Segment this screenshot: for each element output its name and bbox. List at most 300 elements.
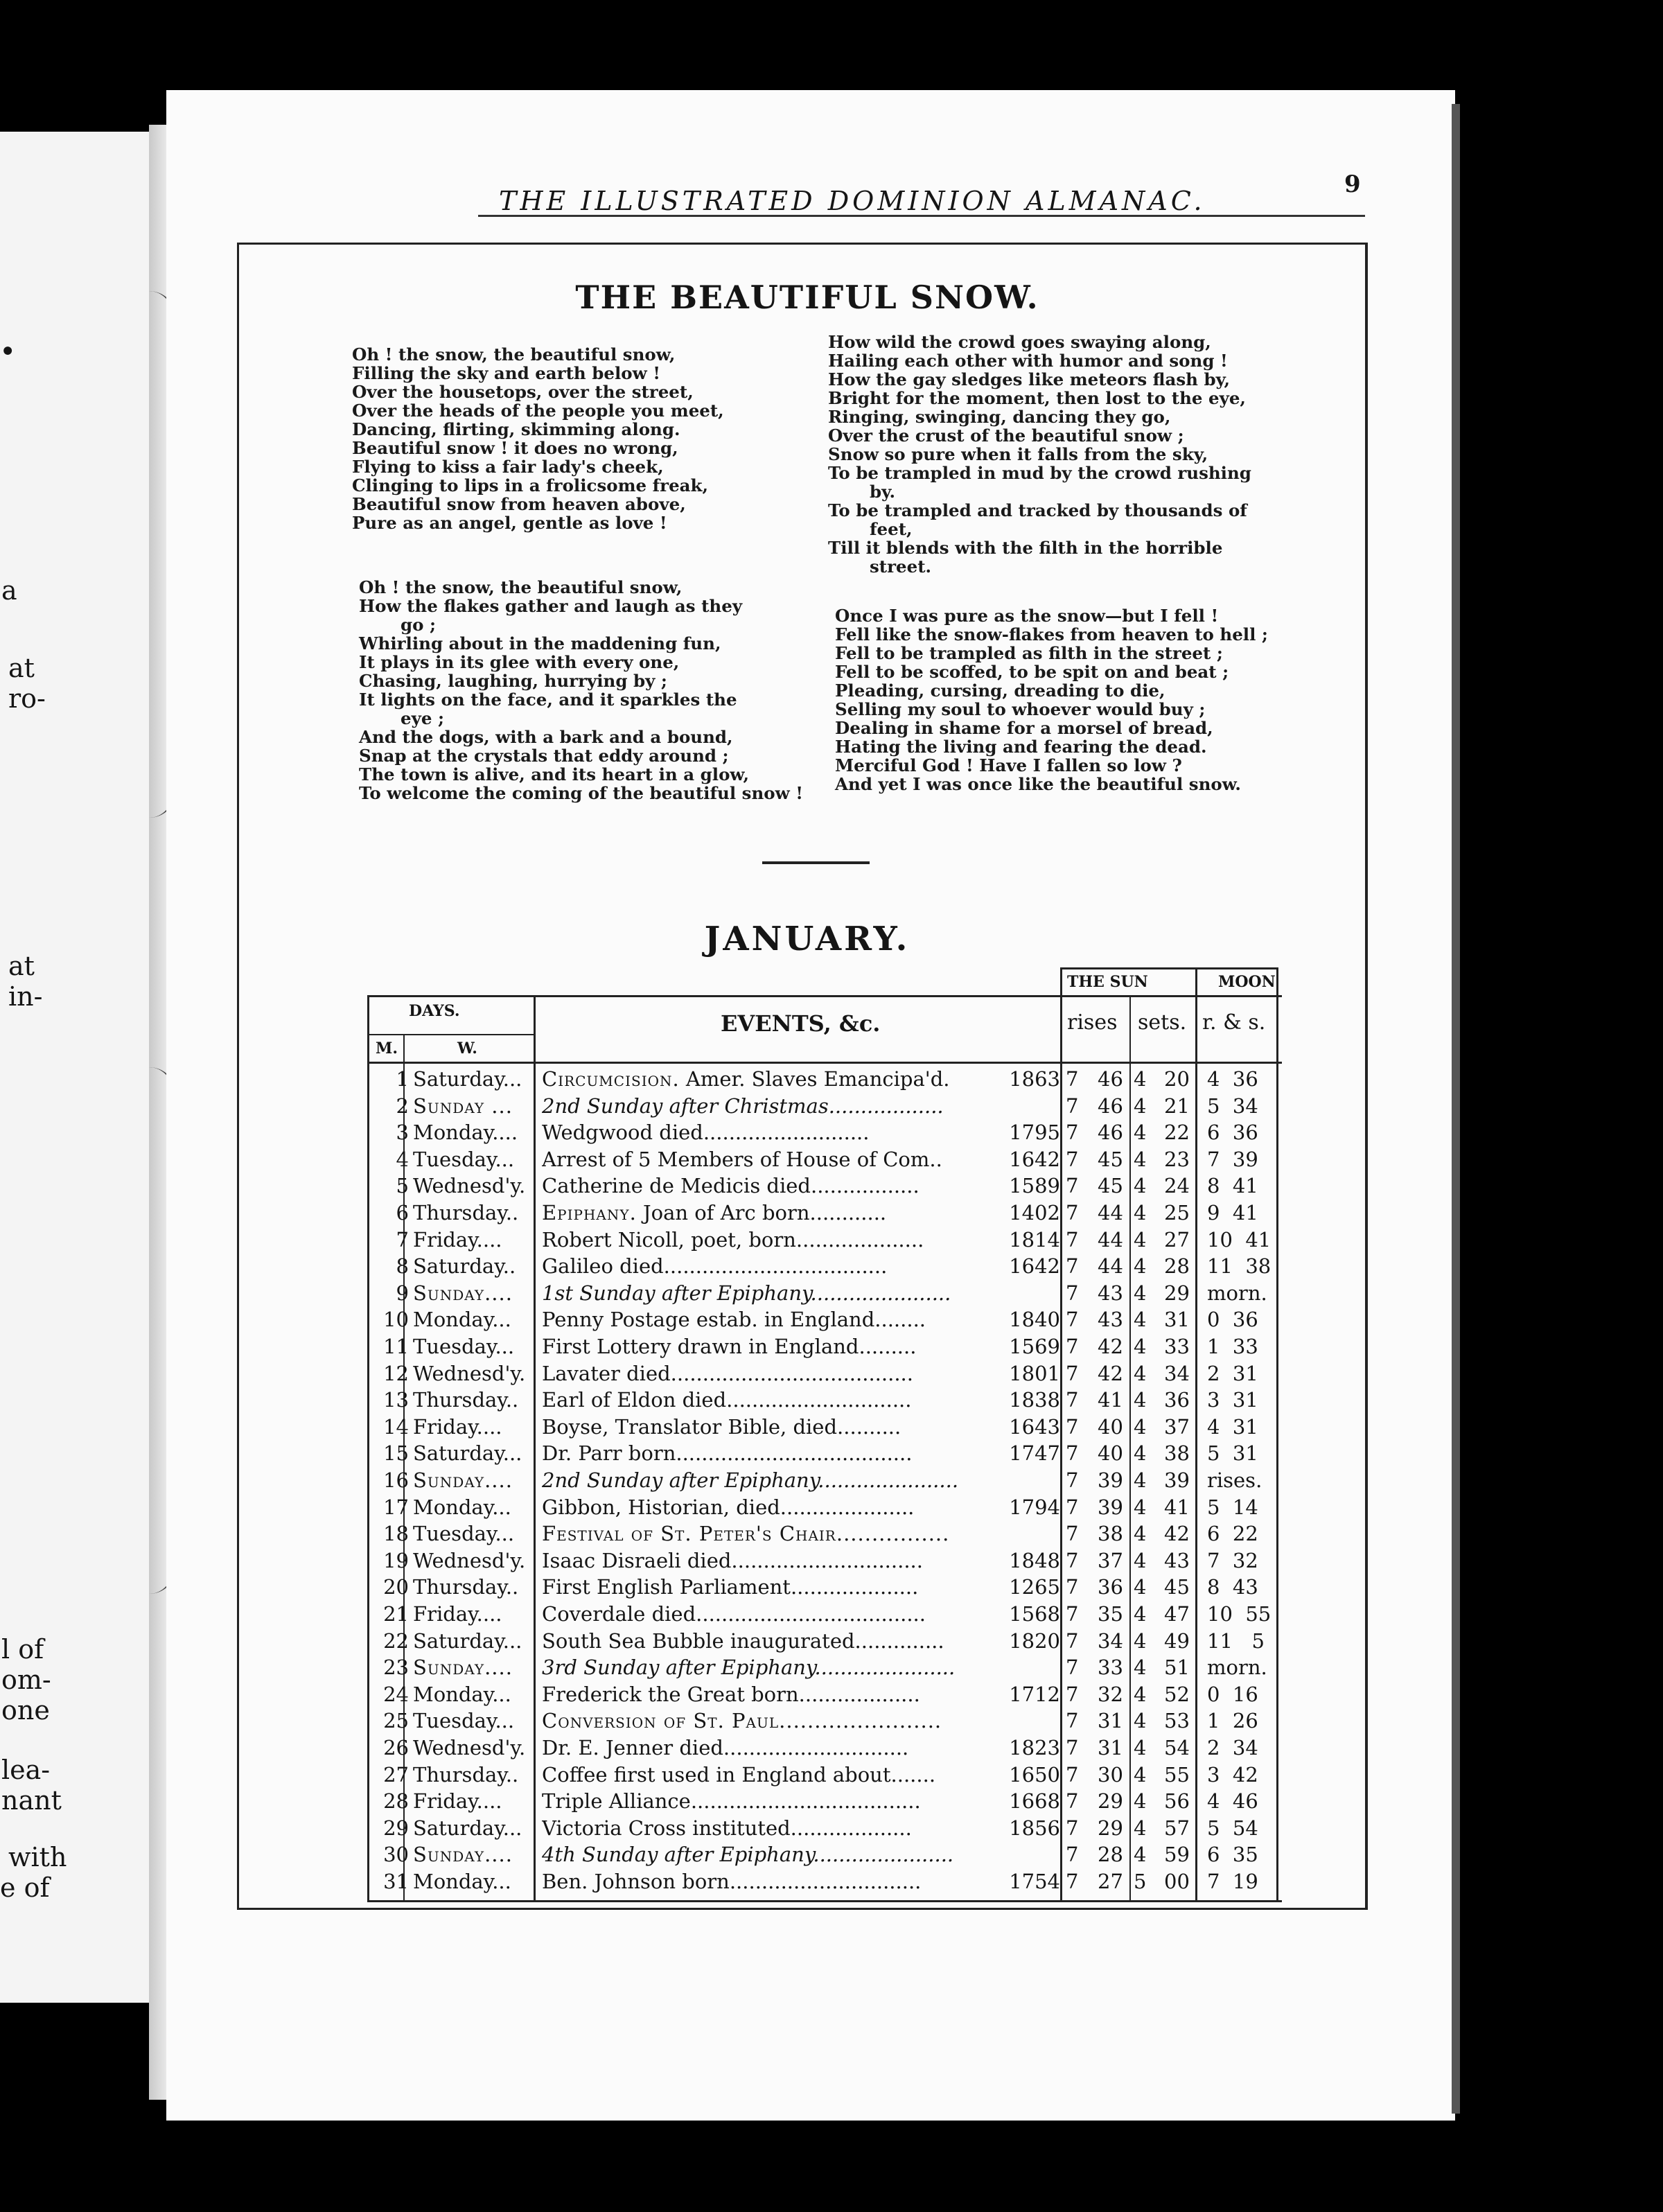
sunset-hour: 4 [1134,1709,1147,1733]
table-row [367,1200,1282,1226]
moon-rise-set: 4 46 [1207,1789,1258,1814]
moon-rise-set: 4 36 [1207,1067,1258,1091]
sunrise-minute: 46 [1098,1094,1123,1118]
table-rule [367,995,1282,997]
event-cell [542,1708,1055,1734]
weekday: Wednesd'y. [413,1736,526,1759]
sunset-hour: 4 [1134,1522,1147,1546]
event-cell [542,1788,1055,1814]
sunset-hour: 4 [1134,1789,1147,1814]
event-year: 1642 [1009,1147,1060,1171]
sunset-minute: 59 [1164,1843,1190,1867]
weekday: Sunday ... [413,1094,513,1118]
poem-line: Fell to be trampled as filth in the street ; [835,643,1223,663]
moon-rise-set: 5 34 [1207,1094,1258,1118]
event-year: 1589 [1009,1174,1060,1198]
sunset-hour: 4 [1134,1843,1147,1867]
sunrise-minute: 29 [1098,1789,1123,1814]
day-of-month: 28 [383,1789,409,1814]
moon-rise-set: 10 55 [1207,1602,1272,1626]
day-of-month: 13 [383,1388,409,1412]
sunrise-hour: 7 [1066,1388,1079,1412]
moon-rise-set: 8 43 [1207,1575,1258,1599]
sunset-minute: 51 [1164,1656,1190,1680]
weekday: Wednesd'y. [413,1361,526,1385]
poem-line: Dancing, flirting, skimming along. [352,419,680,439]
sunrise-minute: 40 [1098,1441,1123,1466]
poem-line: Pleading, cursing, dreading to die, [835,681,1165,701]
weekday: Sunday.... [413,1468,513,1492]
left-page-fragment: lea- [1,1755,51,1785]
left-page-fragment: . [0,313,16,365]
table-row [367,1628,1282,1654]
moon-rise-set: 7 39 [1207,1147,1258,1171]
left-page-fragment: nant [1,1785,62,1816]
header-the-sun: THE SUN [1067,973,1148,991]
weekday: Wednesd'y. [413,1174,526,1198]
day-of-month: 20 [383,1575,409,1599]
event-year: 1568 [1009,1602,1060,1626]
poem-line: Whirling about in the maddening fun, [359,633,721,653]
sunrise-hour: 7 [1066,1843,1079,1867]
sunrise-minute: 46 [1098,1121,1123,1145]
sunset-minute: 43 [1164,1548,1190,1572]
sunset-hour: 4 [1134,1174,1147,1198]
sunrise-hour: 7 [1066,1736,1079,1759]
event-text: Epiphany. [542,1201,637,1224]
table-row [367,1788,1282,1814]
event-cell [542,1414,1055,1440]
header-events: EVENTS, &c. [721,1010,881,1037]
sunset-hour: 4 [1134,1414,1147,1439]
sunrise-minute: 37 [1098,1548,1123,1572]
event-text: First English Parliament.................... [542,1575,919,1599]
sunrise-minute: 36 [1098,1575,1123,1599]
event-year: 1402 [1009,1201,1060,1224]
moon-rise-set: morn. [1207,1281,1267,1305]
sunset-minute: 24 [1164,1174,1190,1198]
sunrise-minute: 46 [1098,1067,1123,1091]
event-cell [542,1093,1055,1119]
event-year: 1643 [1009,1414,1060,1439]
sunset-minute: 00 [1164,1870,1190,1893]
event-year: 1820 [1009,1629,1060,1653]
sunrise-hour: 7 [1066,1870,1079,1893]
sunset-minute: 31 [1164,1308,1190,1332]
left-page-fragment: ro- [8,683,46,714]
table-row [367,1762,1282,1788]
poem-line: Chasing, laughing, hurrying by ; [359,671,667,691]
poem-line: Over the crust of the beautiful snow ; [828,425,1184,446]
event-text: Robert Nicoll, poet, born.................... [542,1227,924,1252]
sunrise-hour: 7 [1066,1602,1079,1626]
sunrise-minute: 32 [1098,1682,1123,1706]
day-of-month: 2 [396,1094,409,1118]
event-cell [542,1119,1055,1146]
moon-rise-set: 1 26 [1207,1709,1258,1733]
poem-line: How the flakes gather and laugh as they [359,596,743,616]
event-year: 1814 [1009,1227,1060,1252]
sunset-hour: 4 [1134,1254,1147,1279]
weekday: Wednesd'y. [413,1548,526,1572]
event-text: Wedgwood died.......................... [542,1121,870,1145]
table-row [367,1494,1282,1520]
left-page-fragment: l of [1,1634,44,1665]
table-row [367,1574,1282,1600]
table-row [367,1253,1282,1279]
weekday: Thursday.. [413,1388,519,1412]
poem-line: Snap at the crystals that eddy around ; [359,746,729,766]
sunset-hour: 4 [1134,1495,1147,1519]
sunrise-hour: 7 [1066,1147,1079,1171]
sunrise-minute: 45 [1098,1147,1123,1171]
sunrise-minute: 43 [1098,1308,1123,1332]
moon-rise-set: rises. [1207,1468,1262,1492]
event-cell [542,1200,1055,1226]
sunrise-hour: 7 [1066,1468,1079,1492]
sunset-minute: 36 [1164,1388,1190,1412]
event-text: 3rd Sunday after Epiphany...................... [542,1656,956,1680]
poem-line: Beautiful snow from heaven above, [352,494,686,514]
left-page-fragment: a [1,575,17,606]
moon-rise-set: 5 31 [1207,1441,1258,1466]
section-divider [762,861,870,864]
table-row [367,1735,1282,1761]
event-year: 1801 [1009,1361,1060,1385]
table-row [367,1227,1282,1253]
sunrise-hour: 7 [1066,1575,1079,1599]
sunrise-hour: 7 [1066,1308,1079,1332]
table-row [367,1360,1282,1387]
moon-rise-set: 9 41 [1207,1201,1258,1224]
event-text: 2nd Sunday after Christmas.................. [542,1094,944,1118]
poem-line: To be trampled and tracked by thousands of [828,500,1247,520]
event-text: Coverdale died.................................... [542,1602,926,1626]
sunset-hour: 4 [1134,1121,1147,1145]
poem-line: Hating the living and fearing the dead. [835,737,1207,757]
event-text: 2nd Sunday after Epiphany...................... [542,1468,959,1492]
poem-line: Selling my soul to whoever would buy ; [835,699,1206,719]
sunrise-hour: 7 [1066,1441,1079,1466]
sunset-minute: 33 [1164,1335,1190,1358]
event-year: 1569 [1009,1335,1060,1358]
poem-line: Fell like the snow-flakes from heaven to hell ; [835,624,1268,644]
weekday: Friday.... [413,1227,502,1252]
sunset-minute: 42 [1164,1522,1190,1546]
event-year: 1642 [1009,1254,1060,1279]
sunrise-minute: 30 [1098,1762,1123,1787]
sunrise-hour: 7 [1066,1789,1079,1814]
sunrise-minute: 44 [1098,1201,1123,1224]
page-number: 9 [1344,170,1361,198]
sunset-minute: 29 [1164,1281,1190,1305]
day-of-month: 11 [383,1335,409,1358]
weekday: Tuesday... [413,1709,515,1733]
sunset-hour: 4 [1134,1147,1147,1171]
poem-line: And the dogs, with a bark and a bound, [359,727,733,747]
event-year: 1650 [1009,1762,1060,1787]
event-cell [542,1173,1055,1199]
weekday: Sunday.... [413,1281,513,1305]
poem-line: Merciful God ! Have I fallen so low ? [835,755,1182,775]
sunset-minute: 53 [1164,1709,1190,1733]
event-cell [542,1387,1055,1413]
sunset-minute: 38 [1164,1441,1190,1466]
weekday: Sunday.... [413,1843,513,1867]
poem-line: Clinging to lips in a frolicsome freak, [352,475,709,495]
left-page-fragment: at [8,653,35,683]
table-row [367,1601,1282,1627]
left-page-fragment: with [8,1842,67,1872]
sunset-hour: 4 [1134,1388,1147,1412]
weekday: Monday... [413,1682,511,1706]
page-edge [1452,104,1460,2114]
moon-rise-set: 6 22 [1207,1522,1258,1546]
weekday: Monday.... [413,1121,518,1145]
event-cell [542,1227,1055,1253]
day-of-month: 9 [396,1281,409,1305]
moon-rise-set: 5 14 [1207,1495,1258,1519]
event-year: 1863 [1009,1067,1060,1091]
left-page-fragment: om- [1,1665,51,1695]
event-text: Frederick the Great born................... [542,1682,920,1706]
sunset-hour: 4 [1134,1736,1147,1759]
sunset-hour: 4 [1134,1281,1147,1305]
sunset-minute: 23 [1164,1147,1190,1171]
event-text: Amer. Slaves Emancipa'd. [679,1067,950,1091]
sunrise-hour: 7 [1066,1709,1079,1733]
sunrise-minute: 31 [1098,1709,1123,1733]
sunset-hour: 4 [1134,1067,1147,1091]
weekday: Monday... [413,1495,511,1519]
header-sets: sets. [1138,1010,1187,1035]
moon-rise-set: 3 42 [1207,1762,1258,1787]
day-of-month: 3 [396,1121,409,1145]
sunrise-minute: 35 [1098,1602,1123,1626]
moon-rise-set: 11 38 [1207,1254,1272,1279]
day-of-month: 19 [383,1548,409,1572]
poem-line: Beautiful snow ! it does no wrong, [352,438,678,458]
sunset-hour: 4 [1134,1602,1147,1626]
weekday: Friday.... [413,1602,502,1626]
poem-stanza [828,333,1251,576]
table-row [367,1280,1282,1306]
sunset-hour: 4 [1134,1575,1147,1599]
table-row [367,1440,1282,1466]
event-cell [542,1253,1055,1279]
day-of-month: 25 [383,1709,409,1733]
table-row [367,1146,1282,1173]
weekday: Saturday.. [413,1254,516,1279]
moon-rise-set: 2 31 [1207,1361,1258,1385]
sunrise-hour: 7 [1066,1682,1079,1706]
event-text: Galileo died................................... [542,1254,888,1279]
weekday: Saturday... [413,1067,522,1091]
event-text: Earl of Eldon died............................. [542,1388,912,1412]
event-year: 1795 [1009,1121,1060,1145]
sunrise-minute: 41 [1098,1388,1123,1412]
poem-line: Till it blends with the filth in the horrible [828,538,1223,558]
poem-line: Bright for the moment, then lost to the eye, [828,388,1246,408]
day-of-month: 17 [383,1495,409,1519]
sunrise-minute: 39 [1098,1495,1123,1519]
weekday: Friday.... [413,1414,502,1439]
sunrise-hour: 7 [1066,1361,1079,1385]
event-year: 1838 [1009,1388,1060,1412]
event-text: Dr. Parr born..................................... [542,1441,913,1466]
event-text: Victoria Cross instituted................... [542,1816,912,1840]
day-of-month: 10 [383,1308,409,1332]
sunset-hour: 4 [1134,1656,1147,1680]
event-year: 1823 [1009,1736,1060,1759]
table-row [367,1173,1282,1199]
sunrise-hour: 7 [1066,1094,1079,1118]
sunrise-minute: 33 [1098,1656,1123,1680]
sunrise-hour: 7 [1066,1335,1079,1358]
event-year: 1848 [1009,1548,1060,1572]
sunrise-hour: 7 [1066,1548,1079,1572]
weekday: Saturday... [413,1816,522,1840]
day-of-month: 6 [396,1201,409,1224]
moon-rise-set: 0 36 [1207,1308,1258,1332]
poem-line: Pure as an angel, gentle as love ! [352,513,667,533]
day-of-month: 4 [396,1147,409,1171]
poem-line: by. [870,482,896,502]
event-cell [542,1654,1055,1680]
table-row [367,1066,1282,1092]
sunrise-hour: 7 [1066,1067,1079,1091]
day-of-month: 5 [396,1174,409,1198]
weekday: Thursday.. [413,1201,519,1224]
poem-line: To welcome the coming of the beautiful snow ! [359,783,803,803]
table-row [367,1868,1282,1895]
left-page-fragment: at [8,951,35,981]
sunset-minute: 57 [1164,1816,1190,1840]
sunrise-minute: 31 [1098,1736,1123,1759]
event-year: 1840 [1009,1308,1060,1332]
event-text: Boyse, Translator Bible, died.......... [542,1414,901,1439]
event-cell [542,1762,1055,1788]
poem-line: Over the heads of the people you meet, [352,401,724,421]
sunset-hour: 4 [1134,1227,1147,1252]
event-text: Arrest of 5 Members of House of Com.. [542,1147,942,1171]
day-of-month: 22 [383,1629,409,1653]
day-of-month: 31 [383,1870,409,1893]
sunrise-minute: 39 [1098,1468,1123,1492]
poem-line: street. [870,556,932,577]
sunset-minute: 54 [1164,1736,1190,1759]
sunrise-minute: 34 [1098,1629,1123,1653]
poem-title: THE BEAUTIFUL SNOW. [575,279,1039,316]
moon-rise-set: 10 41 [1207,1227,1272,1252]
sunset-minute: 56 [1164,1789,1190,1814]
header-days: DAYS. [409,1002,460,1020]
event-year: 1747 [1009,1441,1060,1466]
event-cell [542,1841,1055,1868]
moon-rise-set: 1 33 [1207,1335,1258,1358]
sunrise-minute: 43 [1098,1281,1123,1305]
poem-line: Dealing in shame for a morsel of bread, [835,718,1213,738]
sunrise-hour: 7 [1066,1762,1079,1787]
header-rule [478,215,1365,217]
event-cell [542,1574,1055,1600]
sunrise-minute: 28 [1098,1843,1123,1867]
event-text: Conversion of St. Paul....................... [542,1709,942,1733]
sunrise-minute: 44 [1098,1227,1123,1252]
poem-line: Oh ! the snow, the beautiful snow, [359,577,683,597]
event-cell [542,1681,1055,1708]
moon-rise-set: 4 31 [1207,1414,1258,1439]
moon-rise-set: 6 35 [1207,1843,1258,1867]
moon-rise-set: 8 41 [1207,1174,1258,1198]
sunset-hour: 4 [1134,1762,1147,1787]
sunrise-hour: 7 [1066,1629,1079,1653]
sunrise-minute: 42 [1098,1361,1123,1385]
sunrise-minute: 42 [1098,1335,1123,1358]
weekday: Tuesday... [413,1522,515,1546]
poem-line: Hailing each other with humor and song ! [828,351,1228,371]
event-year: 1668 [1009,1789,1060,1814]
sunset-hour: 4 [1134,1361,1147,1385]
poem-line: Filling the sky and earth below ! [352,363,660,383]
moon-rise-set: 2 34 [1207,1736,1258,1759]
header-moon-rises-sets: r. & s. [1202,1010,1266,1035]
poem-line: And yet I was once like the beautiful snow. [835,774,1241,794]
event-cell [542,1146,1055,1173]
table-row [367,1333,1282,1360]
sunset-hour: 4 [1134,1441,1147,1466]
sunset-hour: 4 [1134,1816,1147,1840]
sunset-minute: 41 [1164,1495,1190,1519]
sunrise-minute: 27 [1098,1870,1123,1893]
event-text: 1st Sunday after Epiphany...................... [542,1281,951,1305]
day-of-month: 16 [383,1468,409,1492]
day-of-month: 30 [383,1843,409,1867]
day-of-month: 18 [383,1522,409,1546]
table-row [367,1520,1282,1547]
weekday: Tuesday... [413,1147,515,1171]
poem-line: It lights on the face, and it sparkles the [359,690,737,710]
poem-line: Fell to be scoffed, to be spit on and beat ; [835,662,1229,682]
table-row [367,1547,1282,1574]
day-of-month: 24 [383,1682,409,1706]
sunset-minute: 21 [1164,1094,1190,1118]
poem-line: The town is alive, and its heart in a glow, [359,764,750,784]
sunset-minute: 28 [1164,1254,1190,1279]
event-text: Joan of Arc born............ [636,1201,887,1224]
event-cell [542,1066,1055,1092]
table-row [367,1654,1282,1680]
poem-stanza [835,606,1268,793]
sunrise-hour: 7 [1066,1201,1079,1224]
sunrise-minute: 45 [1098,1174,1123,1198]
event-text: Gibbon, Historian, died..................... [542,1495,915,1519]
event-year: 1712 [1009,1682,1060,1706]
event-cell [542,1520,1055,1547]
table-rule [367,1900,1282,1902]
january-calendar-table [367,967,1282,1903]
poem-line: Over the housetops, over the street, [352,382,694,402]
sunset-hour: 4 [1134,1682,1147,1706]
event-cell [542,1628,1055,1654]
weekday: Thursday.. [413,1762,519,1787]
table-row [367,1387,1282,1413]
event-text: South Sea Bubble inaugurated.............. [542,1629,944,1653]
event-text: Catherine de Medicis died................. [542,1174,920,1198]
event-cell [542,1868,1055,1895]
day-of-month: 29 [383,1816,409,1840]
sunrise-minute: 38 [1098,1522,1123,1546]
